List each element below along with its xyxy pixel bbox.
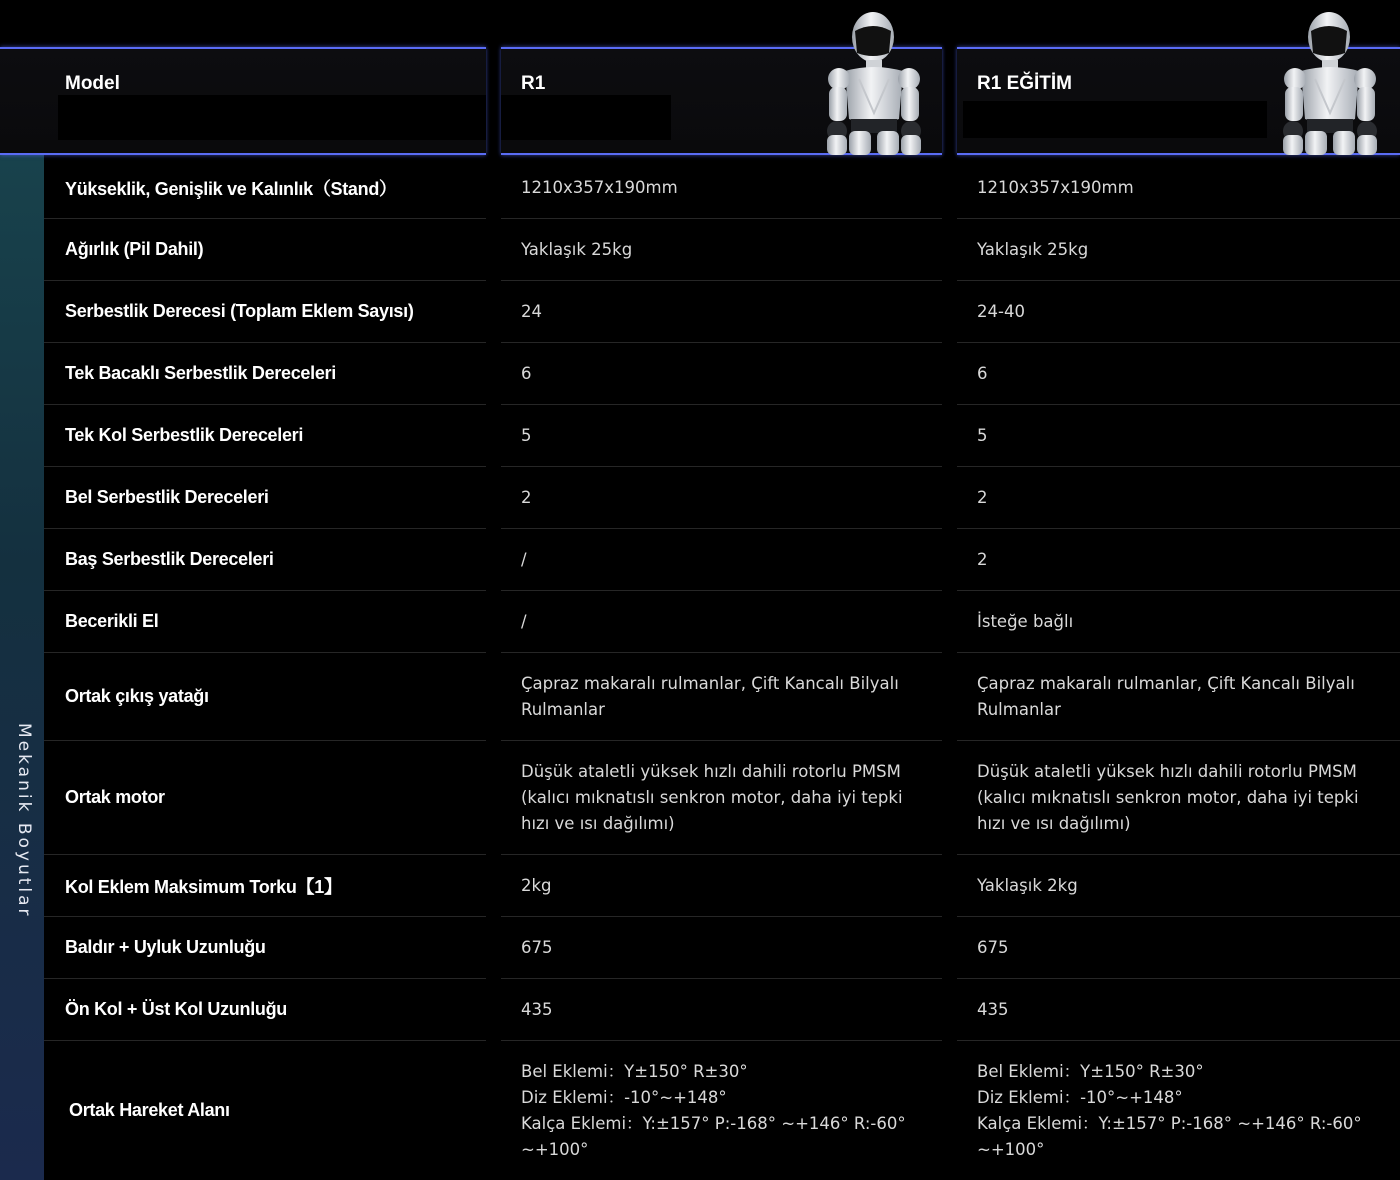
r1-value: / <box>521 611 527 631</box>
redaction-block <box>501 95 671 140</box>
section-label: Mekanik Boyutlar <box>14 723 34 919</box>
table-row <box>957 343 1400 405</box>
r1-edu-value: Yaklaşık 25kg <box>977 239 1089 259</box>
table-row <box>44 529 486 591</box>
table-row <box>501 979 942 1041</box>
table-row <box>501 343 942 405</box>
r1-edu-header-label: R1 EĞİTİM <box>977 73 1073 94</box>
r1-value: 6 <box>521 363 532 383</box>
r1-column <box>501 47 942 1180</box>
table-row <box>957 281 1400 343</box>
table-row <box>957 855 1400 917</box>
r1-header <box>501 47 942 155</box>
r1-header-label: R1 <box>521 73 546 94</box>
table-row <box>957 591 1400 653</box>
r1-edu-header <box>957 47 1400 155</box>
table-row <box>957 529 1400 591</box>
table-row <box>501 591 942 653</box>
spec-label: Bel Serbestlik Dereceleri <box>65 487 269 507</box>
table-row <box>44 979 486 1041</box>
r1-value: 2 <box>521 487 532 507</box>
r1-edu-value: 1210x357x190mm <box>977 177 1134 197</box>
table-row <box>501 1041 942 1180</box>
table-row <box>957 467 1400 529</box>
table-row <box>501 157 942 219</box>
spec-label: Baldır + Uyluk Uzunluğu <box>65 937 266 957</box>
spec-label: Ağırlık (Pil Dahil) <box>65 239 204 259</box>
table-row <box>957 979 1400 1041</box>
spec-label: Tek Bacaklı Serbestlik Dereceleri <box>65 363 336 383</box>
r1-edu-value: 6 <box>977 363 988 383</box>
table-row <box>44 281 486 343</box>
r1-value: 24 <box>521 301 542 321</box>
table-row <box>501 405 942 467</box>
table-row <box>44 467 486 529</box>
r1-value: 435 <box>521 999 553 1019</box>
r1-value: 5 <box>521 425 532 445</box>
model-header-label: Model <box>65 73 120 94</box>
spec-label: Serbestlik Derecesi (Toplam Eklem Sayısı) <box>65 301 414 321</box>
table-row <box>44 1041 486 1180</box>
table-row <box>501 529 942 591</box>
table-row <box>501 741 942 855</box>
r1-edu-value: 435 <box>977 999 1009 1019</box>
table-row <box>44 219 486 281</box>
table-row <box>44 157 486 219</box>
r1-value: 1210x357x190mm <box>521 177 678 197</box>
spec-label: Kol Eklem Maksimum Torku【1】 <box>65 876 342 897</box>
spec-label: Tek Kol Serbestlik Dereceleri <box>65 425 304 445</box>
redaction-block <box>963 101 1267 138</box>
spec-label: Ön Kol + Üst Kol Uzunluğu <box>65 999 287 1019</box>
r1-edu-value: 2 <box>977 487 988 507</box>
label-rows <box>44 157 486 1180</box>
table-row <box>44 405 486 467</box>
r1-edu-value: 675 <box>977 937 1009 957</box>
r1-value: Çapraz makaralı rulmanlar, Çift Kancalı Bilyalı Rulmanlar <box>521 673 899 719</box>
r1-edu-value: Yaklaşık 2kg <box>977 875 1078 895</box>
table-row <box>501 855 942 917</box>
table-row <box>957 653 1400 741</box>
r1-edu-column <box>957 47 1400 1180</box>
r1-value: 2kg <box>521 875 552 895</box>
r1-edu-value: 5 <box>977 425 988 445</box>
r1-robot-image <box>819 7 929 155</box>
table-row <box>501 219 942 281</box>
r1-value: Düşük ataletli yüksek hızlı dahili rotorlu PMSM (kalıcı mıknatıslı senkron motor, daha iyi tepki hızı ve ısı dağılımı) <box>521 761 903 833</box>
r1-edu-value: Düşük ataletli yüksek hızlı dahili rotorlu PMSM (kalıcı mıknatıslı senkron motor, daha iyi tepki hızı ve ısı dağılımı) <box>977 761 1359 833</box>
table-row <box>44 855 486 917</box>
spec-label: Ortak Hareket Alanı <box>69 1100 230 1120</box>
table-row <box>957 917 1400 979</box>
table-row <box>957 157 1400 219</box>
spec-label: Becerikli El <box>65 611 159 631</box>
table-row <box>957 219 1400 281</box>
table-row <box>501 281 942 343</box>
r1-value: Bel Eklemi：Y±150° R±30° Diz Eklemi：-10°~+148° Kalça Eklemi：Y:±157° P:-168° ~+146° R:-60° ~+100° <box>521 1061 906 1159</box>
spec-label: Yükseklik, Genişlik ve Kalınlık（Stand） <box>65 178 397 199</box>
spec-label: Baş Serbestlik Dereceleri <box>65 549 274 569</box>
table-row <box>44 343 486 405</box>
table-row <box>957 1041 1400 1180</box>
table-row <box>44 591 486 653</box>
r1-value: 675 <box>521 937 553 957</box>
r1-edu-value: Çapraz makaralı rulmanlar, Çift Kancalı Bilyalı Rulmanlar <box>977 673 1355 719</box>
r1-value: Yaklaşık 25kg <box>521 239 633 259</box>
spec-label: Ortak çıkış yatağı <box>65 686 209 706</box>
table-row <box>501 467 942 529</box>
r1-rows <box>501 157 942 1180</box>
r1-edu-rows <box>957 157 1400 1180</box>
r1-value: / <box>521 549 527 569</box>
r1-edu-robot-image <box>1275 7 1385 155</box>
spec-label: Ortak motor <box>65 787 165 807</box>
table-row <box>501 917 942 979</box>
r1-edu-value: İsteğe bağlı <box>977 611 1074 631</box>
model-header <box>0 47 486 155</box>
table-row <box>957 405 1400 467</box>
table-row <box>44 741 486 855</box>
table-row <box>44 653 486 741</box>
r1-edu-value: Bel Eklemi：Y±150° R±30° Diz Eklemi：-10°~+148° Kalça Eklemi：Y:±157° P:-168° ~+146° R:-60° ~+100° <box>977 1061 1362 1159</box>
label-column <box>0 47 486 1180</box>
redaction-block <box>58 95 486 140</box>
table-row <box>957 741 1400 855</box>
r1-edu-value: 24-40 <box>977 301 1025 321</box>
table-row <box>501 653 942 741</box>
table-row <box>44 917 486 979</box>
r1-edu-value: 2 <box>977 549 988 569</box>
